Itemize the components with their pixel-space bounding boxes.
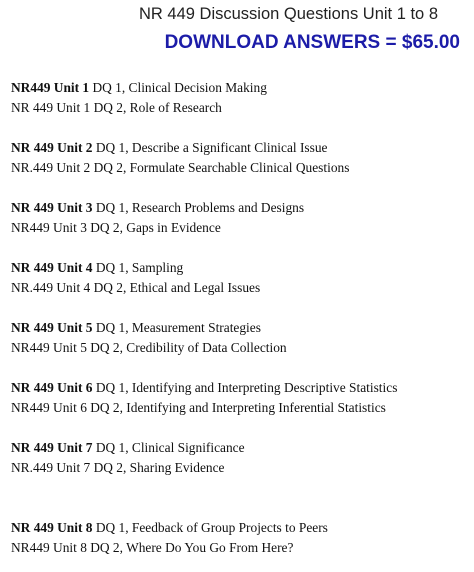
download-price-banner[interactable]: DOWNLOAD ANSWERS = $65.00 xyxy=(164,32,460,53)
unit-5-label: NR 449 Unit 5 xyxy=(11,320,93,335)
unit-7-dq-1 xyxy=(11,438,471,458)
unit-block-6 xyxy=(11,378,471,418)
unit-2-label: NR 449 Unit 2 xyxy=(11,140,93,155)
unit-7-dq-2: NR.449 Unit 7 DQ 2, Sharing Evidence xyxy=(11,460,225,475)
unit-3-dq-1-text: DQ 1, Research Problems and Designs xyxy=(92,200,305,215)
unit-1-label: NR449 Unit 1 xyxy=(11,80,90,95)
unit-block-3 xyxy=(11,198,471,238)
unit-block-5 xyxy=(11,318,471,358)
unit-4-dq-1-text: DQ 1, Sampling xyxy=(92,260,184,275)
unit-6-dq-1 xyxy=(11,378,471,398)
unit-6-label: NR 449 Unit 6 xyxy=(11,380,93,395)
unit-2-dq-2: NR.449 Unit 2 DQ 2, Formulate Searchable Clinical Questions xyxy=(11,160,350,175)
unit-1-dq-1-text: DQ 1, Clinical Decision Making xyxy=(89,80,267,95)
unit-8-dq-2: NR449 Unit 8 DQ 2, Where Do You Go From Here? xyxy=(11,540,294,555)
unit-list xyxy=(11,78,471,558)
unit-8-dq-1-text: DQ 1, Feedback of Group Projects to Peers xyxy=(92,520,328,535)
unit-4-dq-1 xyxy=(11,258,471,278)
unit-5-dq-1-text: DQ 1, Measurement Strategies xyxy=(92,320,261,335)
unit-3-label: NR 449 Unit 3 xyxy=(11,200,93,215)
unit-6-dq-2: NR449 Unit 6 DQ 2, Identifying and Interpreting Inferential Statistics xyxy=(11,400,386,415)
unit-block-8 xyxy=(11,518,471,558)
unit-2-dq-1-text: DQ 1, Describe a Significant Clinical Issue xyxy=(92,140,328,155)
page-title: NR 449 Discussion Questions Unit 1 to 8 xyxy=(139,5,438,23)
unit-1-dq-1 xyxy=(11,78,471,98)
unit-block-2 xyxy=(11,138,471,178)
unit-1-dq-2: NR 449 Unit 1 DQ 2, Role of Research xyxy=(11,100,222,115)
unit-4-dq-2: NR.449 Unit 4 DQ 2, Ethical and Legal Issues xyxy=(11,280,261,295)
unit-block-4 xyxy=(11,258,471,298)
unit-block-7 xyxy=(11,438,471,478)
unit-5-dq-1 xyxy=(11,318,471,338)
unit-5-dq-2: NR449 Unit 5 DQ 2, Credibility of Data Collection xyxy=(11,340,287,355)
unit-8-label: NR 449 Unit 8 xyxy=(11,520,93,535)
unit-3-dq-2: NR449 Unit 3 DQ 2, Gaps in Evidence xyxy=(11,220,221,235)
unit-4-label: NR 449 Unit 4 xyxy=(11,260,93,275)
unit-8-dq-1 xyxy=(11,518,471,538)
unit-2-dq-1 xyxy=(11,138,471,158)
unit-3-dq-1 xyxy=(11,198,471,218)
unit-7-label: NR 449 Unit 7 xyxy=(11,440,93,455)
unit-7-dq-1-text: DQ 1, Clinical Significance xyxy=(92,440,245,455)
unit-block-1 xyxy=(11,78,471,118)
unit-6-dq-1-text: DQ 1, Identifying and Interpreting Descriptive Statistics xyxy=(92,380,398,395)
